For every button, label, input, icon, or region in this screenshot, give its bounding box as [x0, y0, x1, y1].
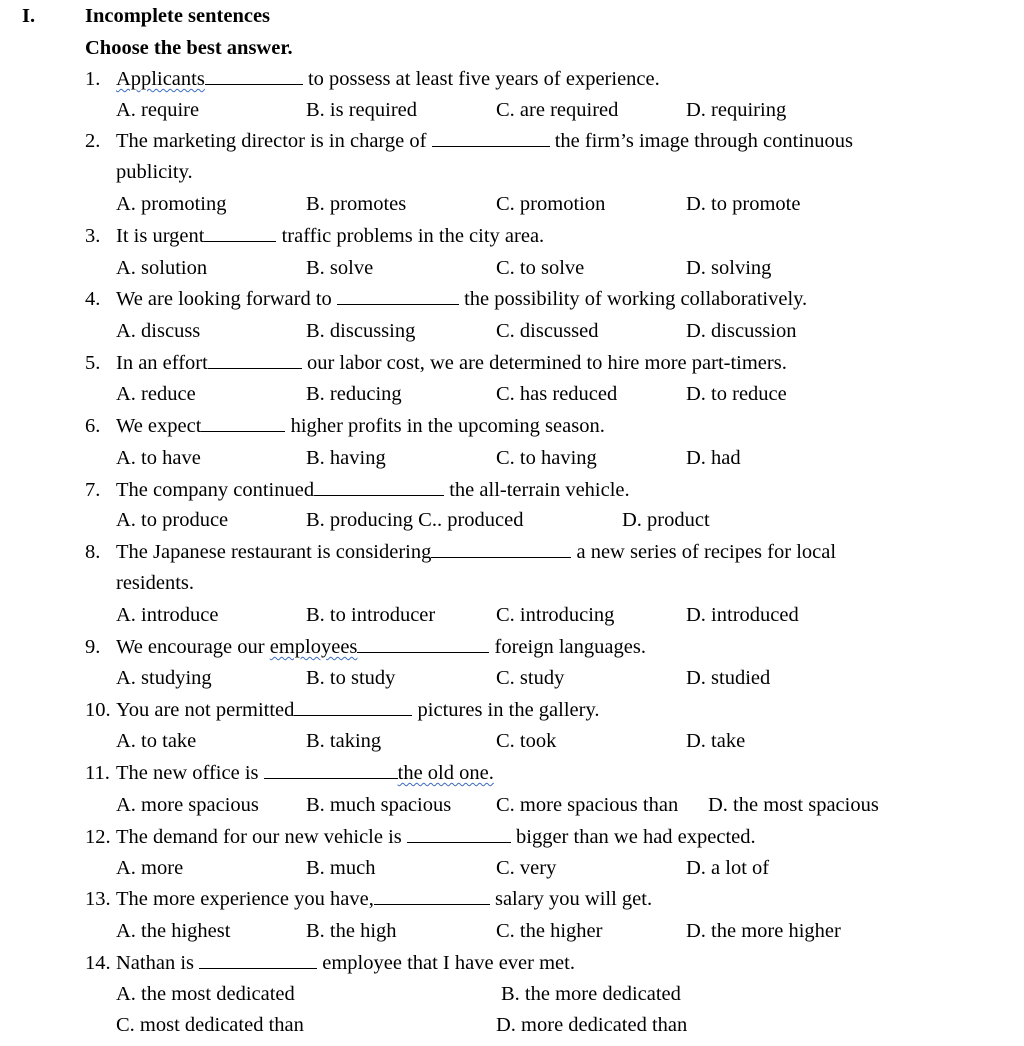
question-text: The demand for our new vehicle is bigger than we had expected. — [116, 826, 756, 848]
option[interactable]: B. producing C.. produced — [306, 509, 524, 531]
option[interactable]: C. has reduced — [496, 383, 618, 405]
question-number: 13. — [85, 888, 111, 910]
option[interactable]: B. is required — [306, 99, 418, 121]
option[interactable]: A. studying — [116, 667, 212, 689]
option[interactable]: D. take — [686, 730, 746, 752]
option[interactable]: D. solving — [686, 257, 772, 279]
option[interactable]: D. to promote — [686, 193, 801, 215]
option[interactable]: A. the most dedicated — [116, 983, 295, 1005]
question-text: The new office is the old one. — [116, 762, 494, 784]
question-number: 5. — [85, 352, 101, 374]
option[interactable]: A. require — [116, 99, 200, 121]
option[interactable]: D. to reduce — [686, 383, 787, 405]
question-number: 2. — [85, 130, 101, 152]
question-text: It is urgent traffic problems in the city area. — [116, 225, 545, 247]
option[interactable]: B. reducing — [306, 383, 402, 405]
option[interactable]: C. introducing — [496, 604, 615, 626]
option[interactable]: B. much spacious — [306, 794, 452, 816]
option[interactable]: C. study — [496, 667, 565, 689]
section-title: Incomplete sentences — [85, 5, 271, 27]
option[interactable]: A. to take — [116, 730, 197, 752]
option[interactable]: C. to having — [496, 447, 597, 469]
option[interactable]: A. to produce — [116, 509, 229, 531]
question-number: 1. — [85, 68, 101, 90]
option[interactable]: D. more dedicated than — [496, 1014, 688, 1036]
option[interactable]: D. introduced — [686, 604, 799, 626]
question-text: The company continued the all-terrain vehicle. — [116, 479, 630, 501]
option[interactable]: C. most dedicated than — [116, 1014, 304, 1036]
question-text: Applicants to possess at least five years of experience. — [116, 68, 660, 90]
question-text: We are looking forward to the possibility of working collaboratively. — [116, 288, 808, 310]
question-text: The Japanese restaurant is considering a new series of recipes for local — [116, 541, 837, 563]
option[interactable]: D. had — [686, 447, 741, 469]
option[interactable]: A. reduce — [116, 383, 196, 405]
question-number: 12. — [85, 826, 111, 848]
question-text: We expect higher profits in the upcoming season. — [116, 415, 605, 437]
option[interactable]: B. having — [306, 447, 386, 469]
option[interactable]: D. requiring — [686, 99, 787, 121]
option[interactable]: C. promotion — [496, 193, 606, 215]
option[interactable]: B. much — [306, 857, 376, 879]
question-text: Nathan is employee that I have ever met. — [116, 952, 575, 974]
option[interactable]: B. promotes — [306, 193, 407, 215]
question-number: 3. — [85, 225, 101, 247]
option[interactable]: A. the highest — [116, 920, 231, 942]
option[interactable]: C. to solve — [496, 257, 585, 279]
option[interactable]: B. to introducer — [306, 604, 436, 626]
option[interactable]: C. more spacious than — [496, 794, 679, 816]
option[interactable]: B. to study — [306, 667, 396, 689]
option[interactable]: D. the more higher — [686, 920, 841, 942]
question-text-continued: publicity. — [116, 161, 193, 183]
option[interactable]: A. to have — [116, 447, 201, 469]
option[interactable]: D. discussion — [686, 320, 797, 342]
question-number: 11. — [85, 762, 110, 784]
question-text: You are not permitted pictures in the gallery. — [116, 699, 600, 721]
option[interactable]: A. more — [116, 857, 184, 879]
question-number: 8. — [85, 541, 101, 563]
option[interactable]: B. the more dedicated — [501, 983, 681, 1005]
option[interactable]: A. introduce — [116, 604, 219, 626]
section-number: I. — [22, 5, 36, 27]
option[interactable]: B. discussing — [306, 320, 416, 342]
option[interactable]: A. promoting — [116, 193, 227, 215]
option[interactable]: B. solve — [306, 257, 374, 279]
option[interactable]: D. a lot of — [686, 857, 770, 879]
question-number: 6. — [85, 415, 101, 437]
option[interactable]: B. the high — [306, 920, 397, 942]
question-text-continued: residents. — [116, 572, 194, 594]
option[interactable]: D. product — [622, 509, 710, 531]
option[interactable]: A. solution — [116, 257, 208, 279]
option[interactable]: A. discuss — [116, 320, 201, 342]
question-number: 14. — [85, 952, 111, 974]
option[interactable]: C. discussed — [496, 320, 599, 342]
question-text: In an effort our labor cost, we are determined to hire more part-timers. — [116, 352, 787, 374]
question-text: The marketing director is in charge of the firm’s image through continuous — [116, 130, 854, 152]
question-text: We encourage our employees foreign languages. — [116, 636, 646, 658]
question-number: 10. — [85, 699, 111, 721]
question-number: 9. — [85, 636, 101, 658]
option[interactable]: C. the higher — [496, 920, 603, 942]
option[interactable]: C. are required — [496, 99, 619, 121]
option[interactable]: D. the most spacious — [708, 794, 879, 816]
option[interactable]: C. very — [496, 857, 557, 879]
option[interactable]: B. taking — [306, 730, 382, 752]
instruction: Choose the best answer. — [85, 37, 293, 59]
option[interactable]: C. took — [496, 730, 557, 752]
question-number: 4. — [85, 288, 101, 310]
option[interactable]: A. more spacious — [116, 794, 259, 816]
question-text: The more experience you have, salary you will get. — [116, 888, 653, 910]
question-number: 7. — [85, 479, 101, 501]
option[interactable]: D. studied — [686, 667, 771, 689]
